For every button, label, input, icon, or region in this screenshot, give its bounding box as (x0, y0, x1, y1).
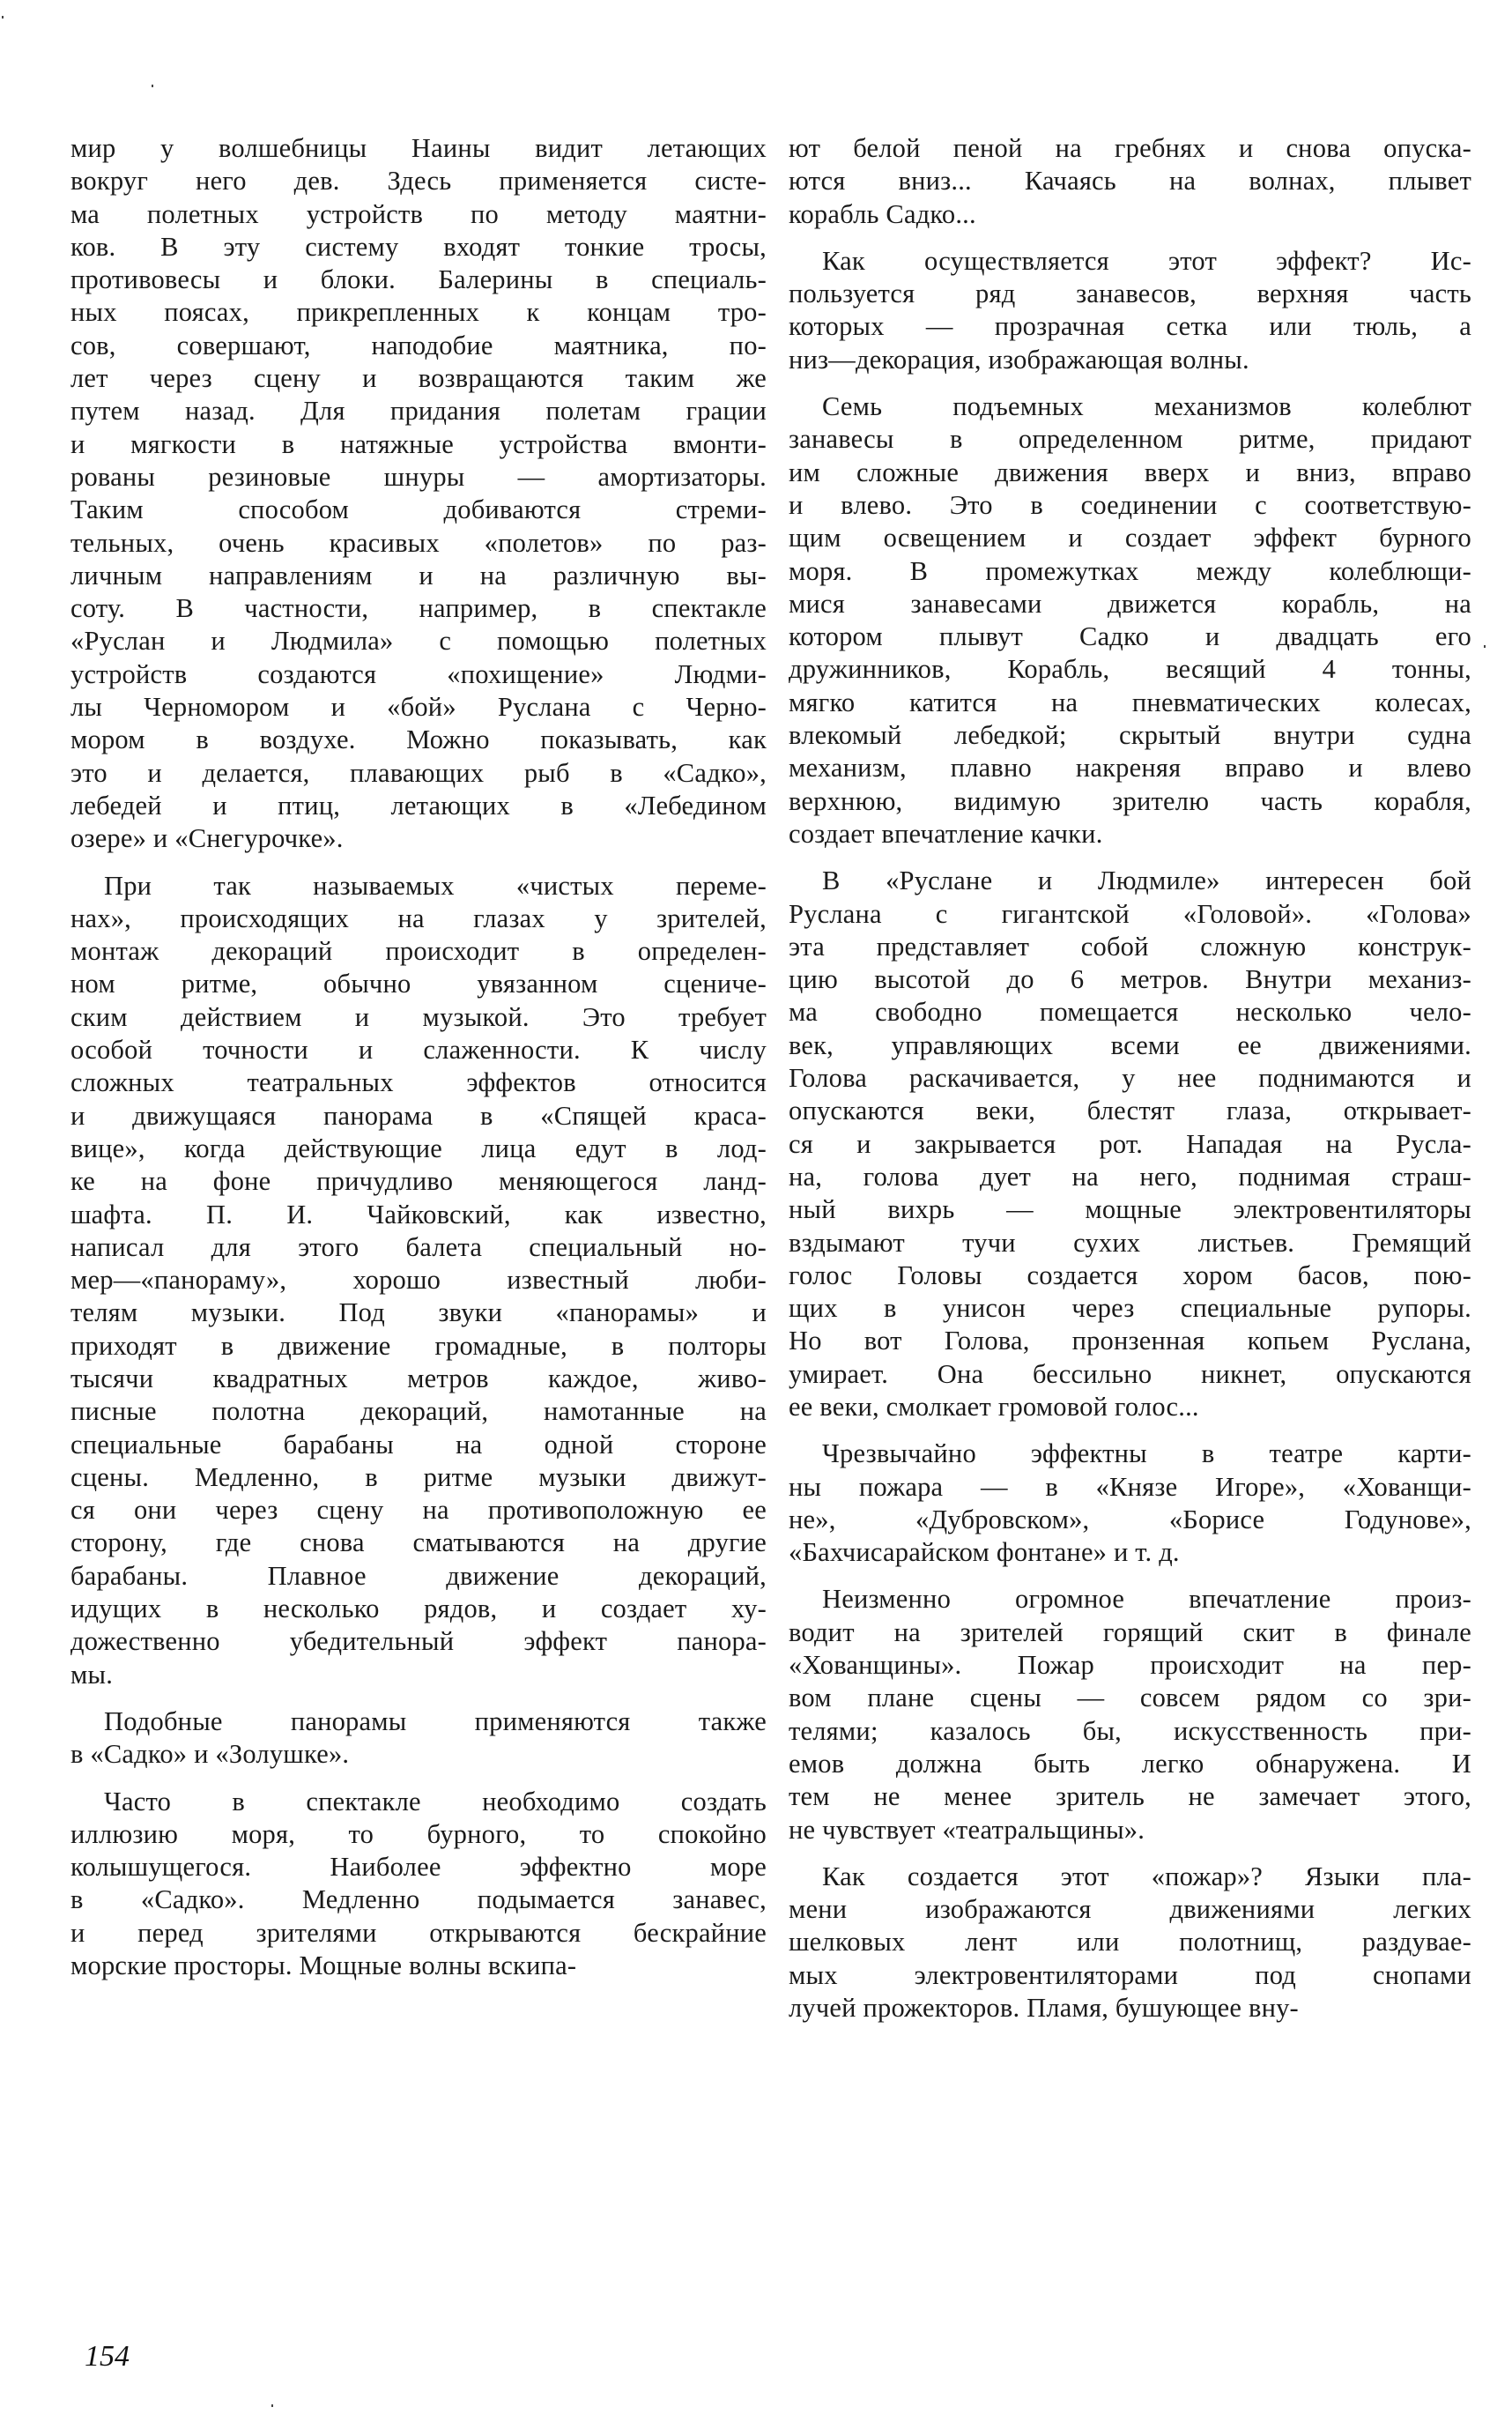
text-line: При так называемых «чистых переме- (104, 870, 767, 901)
text-line: колышущегося. Наиболее эффектно море (70, 1852, 767, 1883)
text-line: устройств создаются «похищение» Людми- (70, 658, 767, 689)
text-line: вице», когда действующие лица едут в лод- (70, 1133, 767, 1163)
paragraph (70, 1786, 767, 1983)
text-line: голос Головы создается хором басов, пою- (789, 1259, 1471, 1290)
text-line: корабль Садко... (789, 198, 976, 229)
scan-speck (271, 2404, 273, 2407)
text-line: вом плане сцены — совсем рядом со зри- (789, 1683, 1471, 1713)
text-line: «Хованщины». Пожар происходит на пер- (789, 1650, 1471, 1681)
text-line: личным направлениям и на различную вы- (70, 560, 767, 591)
text-line: мени изображаются движениями легких (789, 1894, 1471, 1925)
text-line: емов должна быть легко обнаружена. И (789, 1748, 1471, 1779)
text-line: мы. (70, 1659, 114, 1690)
text-line: лы Черномором и «бой» Руслана с Черно- (70, 692, 767, 723)
text-line: идущих в несколько рядов, и создает ху- (70, 1594, 767, 1624)
text-line: занавесы в определенном ритме, придают (789, 424, 1471, 455)
text-line: Подобные панорамы применяются также (104, 1705, 767, 1736)
text-line: это и делается, плавающих рыб в «Садко», (70, 757, 767, 788)
text-line: мир у волшебницы Наины видит летающих (70, 133, 767, 163)
text-line: «Бахчисарайском фонтане» и т. д. (789, 1537, 1180, 1568)
text-line: телям музыки. Под звуки «панорамы» и (70, 1297, 767, 1328)
scan-speck (1484, 645, 1486, 648)
paragraph-gap (789, 231, 1471, 245)
page-number: 154 (85, 2340, 130, 2373)
text-line: опускаются веки, блестят глаза, открывает- (789, 1096, 1471, 1126)
text-line: Чрезвычайно эффектны в театре карти- (822, 1438, 1471, 1469)
paragraph (70, 870, 767, 1691)
paragraph-gap (70, 856, 767, 870)
text-line: монтаж декораций происходит в определен- (70, 936, 767, 967)
text-line: вздымают тучи сухих листьев. Гремящий (789, 1227, 1471, 1258)
text-line: рованы резиновые шнуры — амортизаторы. (70, 461, 767, 492)
text-line: ный вихрь — мощные электровентиляторы (789, 1194, 1471, 1225)
text-line: противовесы и блоки. Балерины в специаль- (70, 264, 767, 295)
text-line: писные полотна декораций, намотанные на (70, 1396, 767, 1427)
text-line: ном ритме, обычно увязанном сцениче- (70, 969, 767, 999)
scan-speck (152, 85, 153, 87)
paragraph (789, 1583, 1471, 1846)
text-line: ма полетных устройств по методу маятни- (70, 198, 767, 229)
text-line: создает впечатление качки. (789, 818, 1103, 849)
paragraph (789, 1438, 1471, 1569)
paragraph-gap (789, 1846, 1471, 1861)
text-line: вокруг него дев. Здесь применяется систе- (70, 166, 767, 197)
text-line: шафта. П. И. Чайковский, как известно, (70, 1199, 767, 1230)
text-line: нах», происходящих на глазах у зрителей, (70, 903, 767, 933)
text-line: ся они через сцену на противоположную ее (70, 1495, 767, 1526)
text-line: путем назад. Для придания полетам грации (70, 396, 767, 427)
text-line: в «Садко» и «Золушке». (70, 1739, 350, 1770)
text-line: Семь подъемных механизмов колеблют (822, 391, 1471, 422)
text-line: написал для этого балета специальный но- (70, 1231, 767, 1262)
text-line: Но вот Голова, пронзенная копьем Руслана, (789, 1326, 1471, 1356)
text-line: которых — прозрачная сетка или тюль, а (789, 311, 1471, 342)
text-line: не», «Дубровском», «Борисе Годунове», (789, 1504, 1471, 1534)
text-line: влекомый лебедкой; скрытый внутри судна (789, 720, 1471, 751)
text-line: ским действием и музыкой. Это требует (70, 1001, 767, 1032)
text-line: мором в воздухе. Можно показывать, как (70, 724, 767, 755)
text-line: моря. В промежутках между колеблющи- (789, 555, 1471, 586)
paragraph (789, 245, 1471, 376)
text-line: мися занавесами движется корабль, на (789, 588, 1471, 619)
text-line: в «Садко». Медленно подымается занавес, (70, 1884, 767, 1915)
text-line: верхнюю, видимую зрителю часть корабля, (789, 785, 1471, 816)
text-line: ных поясах, прикрепленных к концам тро- (70, 297, 767, 328)
text-line: мер—«панораму», хорошо известный люби- (70, 1265, 767, 1296)
text-line: лет через сцену и возвращаются таким же (70, 363, 767, 394)
text-line: цию высотой до 6 метров. Внутри механиз- (789, 964, 1471, 995)
text-line: Часто в спектакле необходимо создать (104, 1786, 767, 1816)
paragraph-gap (70, 1691, 767, 1705)
paragraph (789, 865, 1471, 1423)
text-line: морские просторы. Мощные волны вскипа- (70, 1950, 577, 1981)
text-line: мягко катится на пневматических колесах, (789, 687, 1471, 717)
text-line: пользуется ряд занавесов, верхняя часть (789, 279, 1471, 309)
text-line: Как создается этот «пожар»? Языки пла- (822, 1861, 1471, 1891)
text-line: сов, совершают, наподобие маятника, по- (70, 330, 767, 360)
text-line: Как осуществляется этот эффект? Ис- (822, 245, 1471, 276)
text-line: приходят в движение громадные, в полторы (70, 1330, 767, 1361)
text-line: и влево. Это в соединении с соответствую- (789, 489, 1471, 520)
text-line: дожественно убедительный эффект панора- (70, 1626, 767, 1657)
text-line: В «Руслане и Людмиле» интересен бой (822, 866, 1471, 896)
text-line: сторону, где снова сматываются на другие (70, 1527, 767, 1558)
paragraph (70, 132, 767, 856)
text-line: ма свободно помещается несколько чело- (789, 997, 1471, 1028)
text-line: Голова раскачивается, у нее поднимаются и (789, 1063, 1471, 1094)
text-line: лебедей и птиц, летающих в «Лебедином (70, 790, 767, 821)
text-line: механизм, плавно накреняя вправо и влево (789, 753, 1471, 784)
text-line: на, голова дует на него, поднимая страш- (789, 1161, 1471, 1192)
text-line: шелковых лент или полотнищ, раздувае- (789, 1927, 1471, 1958)
text-line: не чувствует «театральщины». (789, 1814, 1145, 1845)
text-line: Руслана с гигантской «Головой». «Голова» (789, 898, 1471, 929)
text-line: им сложные движения вверх и вниз, вправо (789, 457, 1471, 487)
paragraph (789, 1861, 1471, 2025)
text-line: лучей прожекторов. Пламя, бушующее вну- (789, 1993, 1299, 2024)
right-text-column (789, 132, 1471, 2025)
text-line: ют белой пеной на гребнях и снова опуска- (789, 133, 1471, 163)
text-line: тысячи квадратных метров каждое, живо- (70, 1363, 767, 1393)
paragraph-gap (789, 1569, 1471, 1583)
text-line: иллюзию моря, то бурного, то спокойно (70, 1818, 767, 1849)
text-line: тельных, очень красивых «полетов» по раз- (70, 527, 767, 558)
text-line: низ—декорация, изображающая волны. (789, 344, 1249, 375)
text-line: ся и закрывается рот. Нападая на Русла- (789, 1128, 1471, 1159)
text-line: ее веки, смолкает громовой голос... (789, 1391, 1199, 1422)
text-line: ются вниз... Качаясь на волнах, плывет (789, 166, 1471, 197)
text-line: Таким способом добиваются стреми- (70, 494, 767, 525)
text-line: и мягкости в натяжные устройства вмонти- (70, 428, 767, 459)
text-line: особой точности и слаженности. К числу (70, 1035, 767, 1066)
text-line: ны пожара — в «Князе Игоре», «Хованщи- (789, 1471, 1471, 1502)
text-line: мых электровентиляторами под снопами (789, 1959, 1471, 1990)
text-line: тем не менее зритель не замечает этого, (789, 1781, 1471, 1812)
text-line: и перед зрителями открываются бескрайние (70, 1917, 767, 1948)
text-line: барабаны. Плавное движение декораций, (70, 1560, 767, 1591)
text-line: сцены. Медленно, в ритме музыки движут- (70, 1461, 767, 1492)
paragraph (70, 1705, 767, 1772)
paragraph-gap (70, 1772, 767, 1786)
text-line: соту. В частности, например, в спектакле (70, 593, 767, 624)
left-text-column (70, 132, 767, 1982)
text-line: век, управляющих всеми ее движениями. (789, 1029, 1471, 1060)
text-line: водит на зрителей горящий скит в финале (789, 1616, 1471, 1647)
text-line: телями; казалось бы, искусственность при- (789, 1715, 1471, 1746)
text-line: щих в унисон через специальные рупоры. (789, 1293, 1471, 1324)
text-line: «Руслан и Людмила» с помощью полетных (70, 626, 767, 657)
paragraph (789, 132, 1471, 231)
text-line: сложных театральных эффектов относится (70, 1067, 767, 1098)
paragraph (789, 390, 1471, 851)
text-line: Неизменно огромное впечатление произ- (822, 1584, 1471, 1615)
text-line: ков. В эту систему входят тонкие тросы, (70, 231, 767, 262)
paragraph-gap (789, 376, 1471, 390)
text-line: ке на фоне причудливо меняющегося ланд- (70, 1166, 767, 1197)
text-line: эта представляет собой сложную конструк- (789, 931, 1471, 962)
text-line: щим освещением и создает эффект бурного (789, 523, 1471, 553)
paragraph-gap (789, 851, 1471, 865)
text-line: дружинников, Корабль, весящий 4 тонны, (789, 654, 1471, 685)
text-line: котором плывут Садко и двадцать его (789, 621, 1471, 652)
paragraph-gap (789, 1423, 1471, 1438)
scan-speck (2, 16, 4, 19)
text-line: умирает. Она бессильно никнет, опускаются (789, 1358, 1471, 1389)
text-line: озере» и «Снегурочке». (70, 823, 344, 854)
text-line: специальные барабаны на одной стороне (70, 1429, 767, 1460)
text-line: и движущаяся панорама в «Спящей краса- (70, 1100, 767, 1131)
